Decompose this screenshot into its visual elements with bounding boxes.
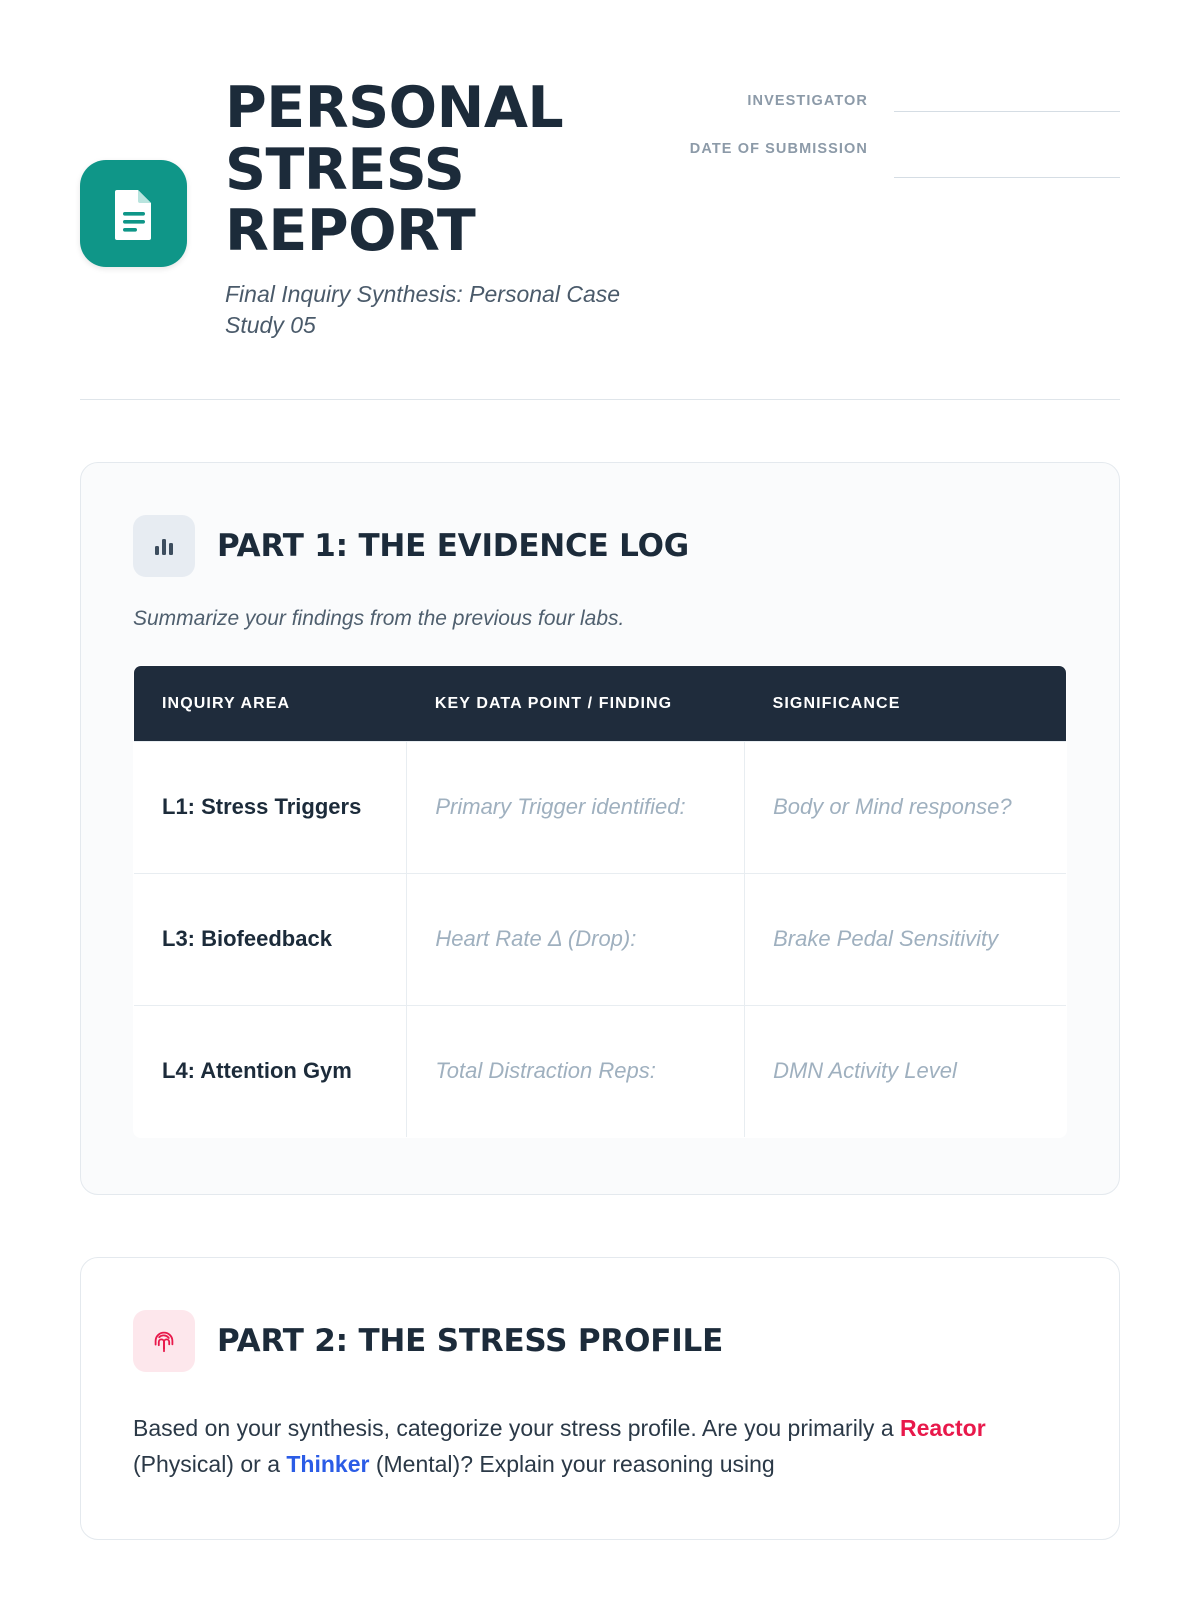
table-row bbox=[134, 741, 1067, 873]
table-header-row bbox=[134, 665, 1067, 741]
part-1-note: Summarize your findings from the previous four labs. bbox=[133, 606, 625, 630]
evidence-log-table bbox=[133, 665, 1067, 1138]
table-row bbox=[134, 873, 1067, 1005]
page-subtitle: Final Inquiry Synthesis: Personal Case Study 05 bbox=[225, 280, 621, 338]
part-2-title: PART 2: THE STRESS PROFILE bbox=[217, 1322, 724, 1359]
part-2-text-1: Based on your synthesis, categorize your stress profile. Are you primarily a bbox=[133, 1414, 901, 1441]
column-header-significance: SIGNIFICANCE bbox=[745, 665, 1067, 741]
keyword-reactor: Reactor bbox=[900, 1414, 986, 1441]
row-3-finding-input[interactable]: Total Distraction Reps: bbox=[407, 1005, 745, 1137]
date-field-row bbox=[658, 138, 1120, 178]
part-2-text-3: (Mental)? Explain your reasoning using bbox=[369, 1451, 775, 1478]
table-header bbox=[134, 665, 1067, 741]
row-1-finding-input[interactable]: Primary Trigger identified: bbox=[407, 741, 745, 873]
part-2-prompt bbox=[133, 1410, 1067, 1483]
column-header-key-data-point: KEY DATA POINT / FINDING bbox=[407, 665, 745, 741]
part-1-title: PART 1: THE EVIDENCE LOG bbox=[217, 527, 690, 564]
table-body bbox=[134, 741, 1067, 1137]
meta-fields bbox=[650, 78, 1120, 204]
bar-chart-icon bbox=[133, 515, 195, 577]
keyword-thinker: Thinker bbox=[286, 1451, 370, 1478]
investigator-field-row bbox=[658, 90, 1120, 112]
row-2-finding-input[interactable]: Heart Rate Δ (Drop): bbox=[407, 873, 745, 1005]
investigator-input[interactable] bbox=[894, 90, 1120, 112]
part-2-text-2: (Physical) or a bbox=[133, 1451, 287, 1478]
row-3-area: L4: Attention Gym bbox=[134, 1005, 407, 1137]
column-header-inquiry-area: INQUIRY AREA bbox=[134, 665, 407, 741]
title-column bbox=[225, 75, 650, 341]
date-of-submission-label: DATE OF SUBMISSION bbox=[689, 141, 868, 157]
row-1-significance-input[interactable]: Body or Mind response? bbox=[745, 741, 1067, 873]
part-1-card bbox=[80, 462, 1120, 1195]
row-2-area: L3: Biofeedback bbox=[134, 873, 407, 1005]
row-1-area: L1: Stress Triggers bbox=[134, 741, 407, 873]
part-2-header bbox=[133, 1310, 1067, 1372]
date-of-submission-input[interactable] bbox=[894, 156, 1120, 178]
header-divider bbox=[80, 399, 1120, 400]
table-row bbox=[134, 1005, 1067, 1137]
page-title: PERSONAL STRESS REPORT bbox=[225, 75, 564, 265]
fingerprint-icon bbox=[133, 1310, 195, 1372]
row-2-significance-input[interactable]: Brake Pedal Sensitivity bbox=[745, 873, 1067, 1005]
row-3-significance-input[interactable]: DMN Activity Level bbox=[745, 1005, 1067, 1137]
part-2-card bbox=[80, 1257, 1120, 1540]
logo-column bbox=[80, 78, 225, 267]
part-1-header bbox=[133, 515, 1067, 577]
document-icon bbox=[80, 160, 187, 267]
investigator-label: INVESTIGATOR bbox=[747, 93, 868, 109]
report-header bbox=[80, 75, 1120, 341]
